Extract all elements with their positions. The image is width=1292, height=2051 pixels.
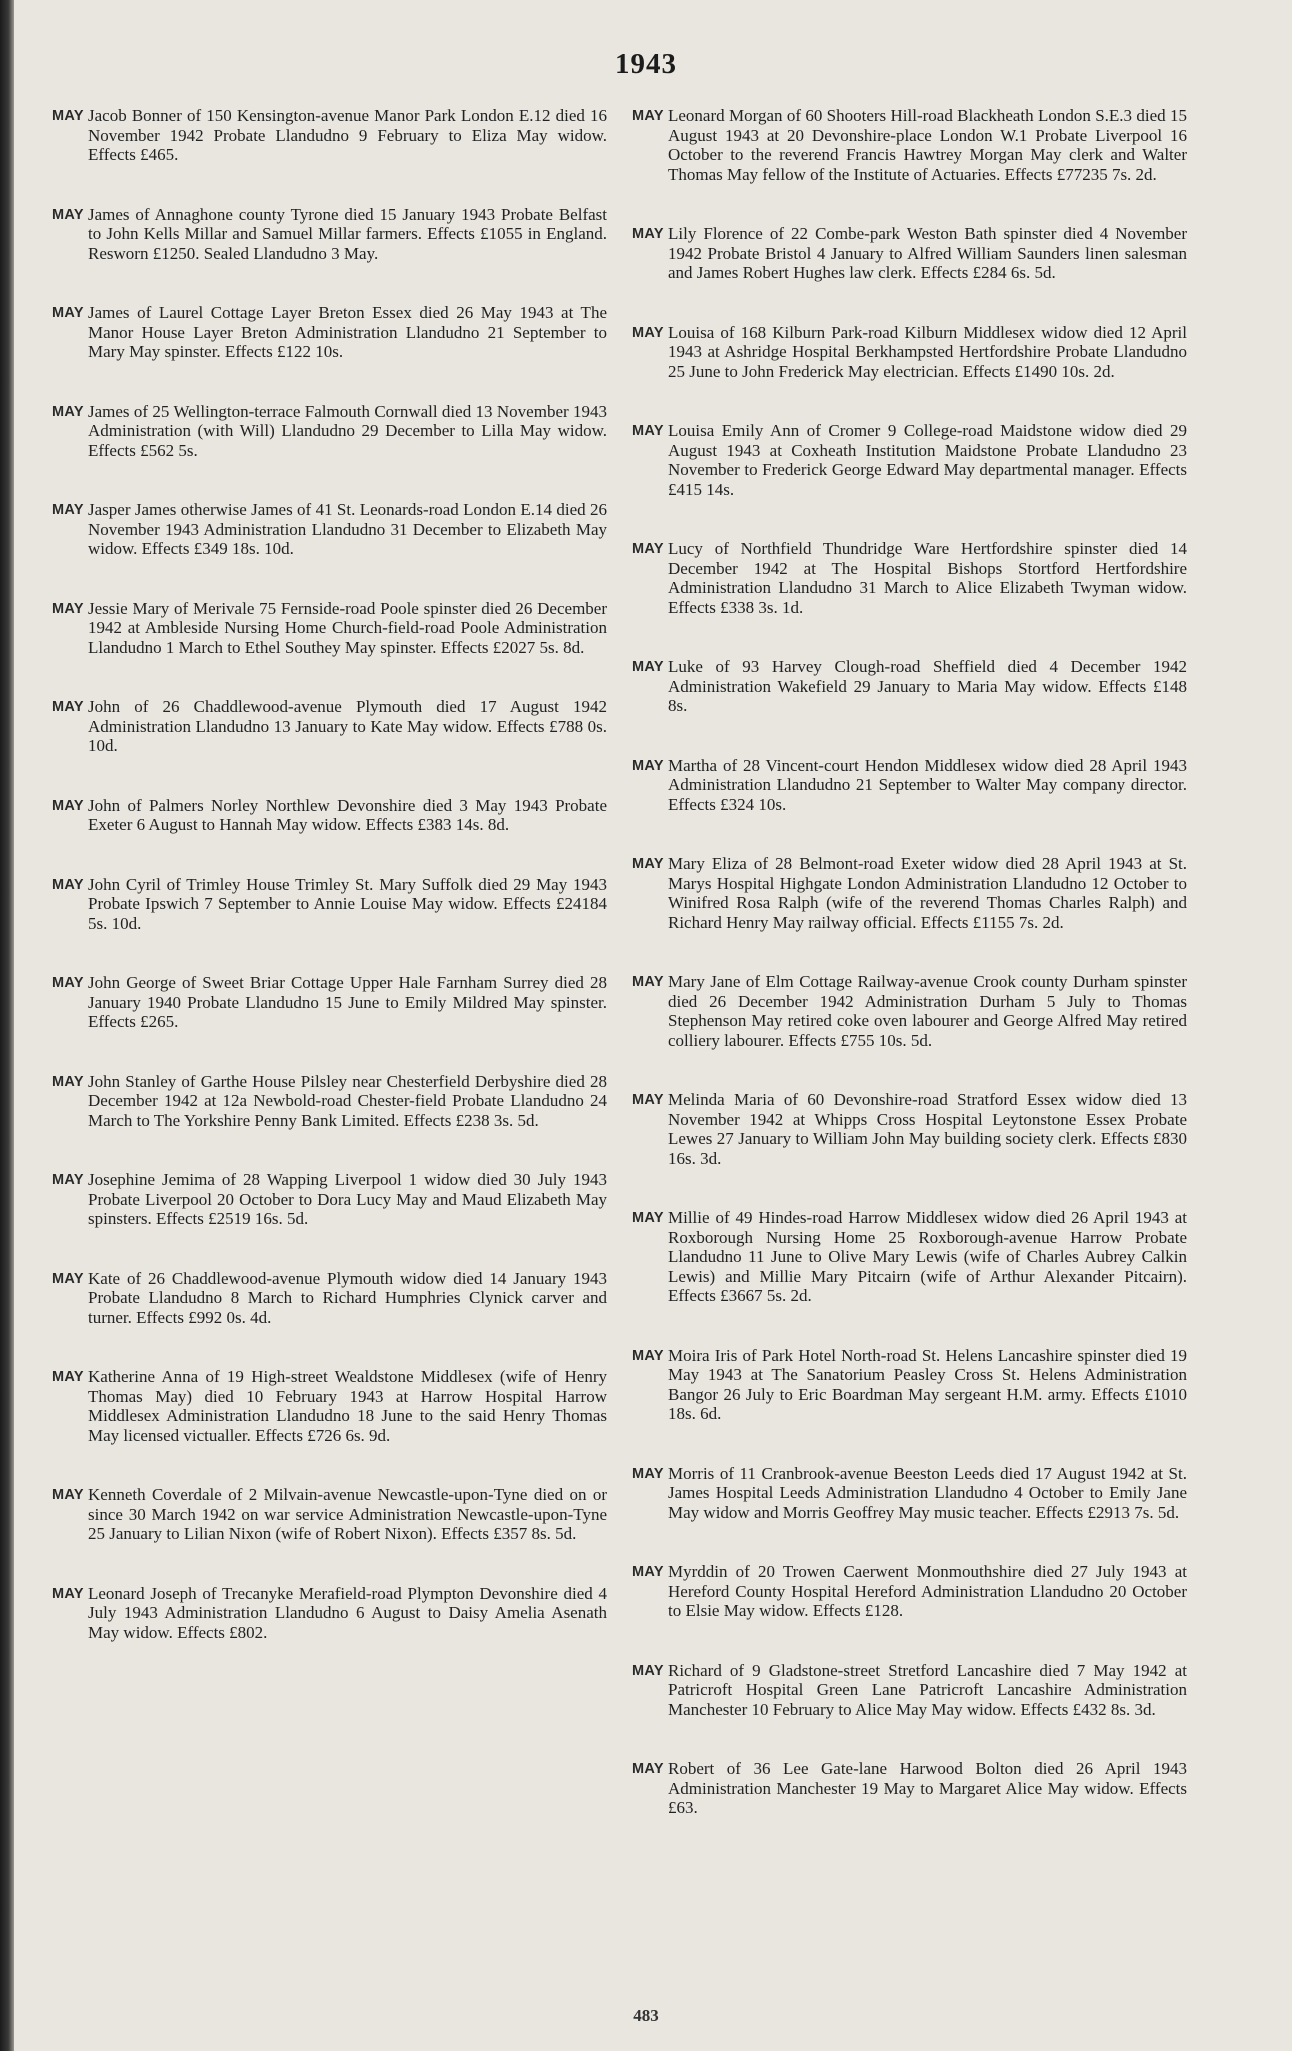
page-number: 483 (633, 2006, 659, 2025)
entry-surname: MAY (632, 1210, 664, 1226)
entry-text: Mary Jane of Elm Cottage Railway-avenue Crook county Durham spinster died 26 December 1942 Administration Durham 5 July to Thomas Stephenson May retired coke oven labourer and George Alfred May retired colliery labourer. Effects £755 10s. 5d. (668, 972, 1187, 1050)
list-item (52, 1170, 607, 1229)
list-item (632, 1562, 1187, 1621)
list-item (52, 1072, 607, 1131)
entry-surname: MAY (52, 502, 84, 518)
entry-text: John Stanley of Garthe House Pilsley near Chesterfield Derbyshire died 28 December 1942 at 12a Newbold-road Chester-field Probate Llandudno 24 March to The Yorkshire Penny Bank Limited. Effects £238 3s. 5d. (88, 1071, 607, 1130)
entry-text: Moira Iris of Park Hotel North-road St. Helens Lancashire spinster died 19 May 1943 at The Sanatorium Peasley Cross St. Helens Administration Bangor 26 July to Eric Boardman May sergeant H.M. army. Effects £1010 18s. 6d. (668, 1345, 1187, 1423)
list-item (52, 599, 607, 658)
entry-surname: MAY (632, 856, 664, 872)
entry-text: Josephine Jemima of 28 Wapping Liverpool 1 widow died 30 July 1943 Probate Liverpool 20 October to Dora Lucy May and Maud Elizabeth May spinsters. Effects £2519 16s. 5d. (88, 1170, 607, 1228)
entry-surname: MAY (632, 226, 664, 242)
entry-surname: MAY (52, 1585, 84, 1602)
list-item (52, 402, 607, 461)
entry-text: Jacob Bonner of 150 Kensington-avenue Manor Park London E.12 died 16 November 1942 Probate Llandudno 9 February to Eliza May widow. Effects £465. (88, 106, 607, 164)
book-spine-shadow (0, 0, 14, 2051)
list-item (632, 756, 1187, 815)
entry-text: Kenneth Coverdale of 2 Milvain-avenue Newcastle-upon-Tyne died on or since 30 March 1942 on war service Administration Newcastle-upon-Tyne 25 January to Lilian Nixon (wife of Robert Nixon). Effects £357 8s. 5d. (88, 1485, 607, 1543)
entry-text: John of Palmers Norley Northlew Devonshire died 3 May 1943 Probate Exeter 6 August to Hannah May widow. Effects £383 14s. 8d. (88, 795, 607, 834)
entry-surname: MAY (52, 600, 84, 617)
list-item (632, 421, 1187, 499)
entry-text: Jessie Mary of Merivale 75 Fernside-road Poole spinster died 26 December 1942 at Ambleside Nursing Home Church-field-road Poole Administration Llandudno 1 March to Ethel Southey May spinster. Effects £2027 5s. 8d. (88, 598, 607, 657)
right-column (632, 106, 1187, 1858)
entry-surname: MAY (632, 757, 664, 774)
list-item (52, 697, 607, 756)
list-item (52, 973, 607, 1032)
entry-surname: MAY (52, 1369, 84, 1385)
list-item (632, 106, 1187, 184)
entry-surname: MAY (52, 975, 84, 991)
list-item (632, 854, 1187, 932)
list-item (632, 972, 1187, 1050)
left-column (52, 106, 607, 1682)
entry-text: John Cyril of Trimley House Trimley St. Mary Suffolk died 29 May 1943 Probate Ipswich 7 September to Annie Louise May widow. Effects £24184 5s. 10d. (88, 874, 607, 933)
entry-surname: MAY (632, 1564, 664, 1580)
entry-surname: MAY (632, 659, 664, 675)
list-item (52, 1367, 607, 1445)
entry-surname: MAY (52, 305, 84, 321)
entry-text: Myrddin of 20 Trowen Caerwent Monmouthshire died 27 July 1943 at Hereford County Hospital Hereford Administration Llandudno 20 October to Elsie May widow. Effects £128. (668, 1562, 1187, 1620)
entry-text: Martha of 28 Vincent-court Hendon Middlesex widow died 28 April 1943 Administration Llandudno 21 September to Walter May company director. Effects £324 10s. (668, 755, 1187, 814)
list-item (632, 1090, 1187, 1168)
entry-surname: MAY (52, 206, 84, 223)
list-item (52, 205, 607, 264)
entry-surname: MAY (632, 423, 664, 439)
entry-text: Morris of 11 Cranbrook-avenue Beeston Leeds died 17 August 1942 at St. James Hospital Leeds Administration Llandudno 4 October to Emily Jane May widow and Morris Geoffrey May music teacher. Effects £2913 7s. 5d. (668, 1463, 1187, 1522)
entry-surname: MAY (632, 1761, 664, 1777)
list-item (52, 1584, 607, 1643)
entry-text: Jasper James otherwise James of 41 St. Leonards-road London E.14 died 26 November 1943 Administration Llandudno 31 December to Elizabeth May widow. Effects £349 18s. 10d. (88, 500, 607, 558)
list-item (632, 323, 1187, 382)
list-item (632, 1661, 1187, 1720)
list-item (632, 1464, 1187, 1523)
list-item (52, 796, 607, 835)
entry-surname: MAY (632, 1465, 664, 1482)
entry-surname: MAY (52, 108, 84, 124)
entry-text: Kate of 26 Chaddlewood-avenue Plymouth widow died 14 January 1943 Probate Llandudno 8 March to Richard Humphries Clynick carver and turner. Effects £992 0s. 4d. (88, 1268, 607, 1327)
list-item (632, 1346, 1187, 1424)
list-item (632, 539, 1187, 617)
entry-surname: MAY (52, 876, 84, 893)
entry-surname: MAY (632, 324, 664, 341)
page-year-heading: 1943 (615, 48, 677, 80)
entry-text: Richard of 9 Gladstone-street Stretford Lancashire died 7 May 1942 at Patricroft Hospital Green Lane Patricroft Lancashire Administration Manchester 10 February to Alice May May widow. Effects £432 8s. 3d. (668, 1660, 1187, 1719)
entry-text: Luke of 93 Harvey Clough-road Sheffield died 4 December 1942 Administration Wakefield 29 January to Maria May widow. Effects £148 8s. (668, 657, 1187, 715)
list-item (632, 657, 1187, 716)
entry-surname: MAY (52, 1487, 84, 1503)
entry-text: Millie of 49 Hindes-road Harrow Middlesex widow died 26 April 1943 at Roxborough Nursing Home 25 Roxborough-avenue Harrow Probate Llandudno 11 June to Olive Mary Lewis (wife of Charles Aubrey Calkin Lewis) and Millie Mary Pitcairn (wife of Arthur Alexander Pitcairn). Effects £3667 5s. 2d. (668, 1208, 1187, 1305)
list-item (52, 500, 607, 559)
entry-surname: MAY (632, 1347, 664, 1364)
list-item (52, 106, 607, 165)
entry-text: Leonard Joseph of Trecanyke Merafield-road Plympton Devonshire died 4 July 1943 Administration Llandudno 6 August to Daisy Amelia Asenath May widow. Effects £802. (88, 1583, 607, 1642)
entry-text: John George of Sweet Briar Cottage Upper Hale Farnham Surrey died 28 January 1940 Probate Llandudno 15 June to Emily Mildred May spinster. Effects £265. (88, 973, 607, 1031)
entry-surname: MAY (52, 797, 84, 814)
list-item (52, 303, 607, 362)
entry-text: Robert of 36 Lee Gate-lane Harwood Bolton died 26 April 1943 Administration Manchester 19 May to Margaret Alice May widow. Effects £63. (668, 1759, 1187, 1817)
entry-text: James of 25 Wellington-terrace Falmouth Cornwall died 13 November 1943 Administration (with Will) Llandudno 29 December to Lilla May widow. Effects £562 5s. (88, 401, 607, 460)
entry-text: John of 26 Chaddlewood-avenue Plymouth died 17 August 1942 Administration Llandudno 13 January to Kate May widow. Effects £788 0s. 10d. (88, 697, 607, 755)
entry-text: Lucy of Northfield Thundridge Ware Hertfordshire spinster died 14 December 1942 at The Hospital Bishops Stortford Hertfordshire Administration Llandudno 31 March to Alice Elizabeth Twyman widow. Effects £338 3s. 1d. (668, 539, 1187, 617)
entry-surname: MAY (632, 1662, 664, 1679)
entry-surname: MAY (52, 699, 84, 715)
list-item (52, 1269, 607, 1328)
entry-surname: MAY (632, 974, 664, 990)
entry-text: James of Annaghone county Tyrone died 15 January 1943 Probate Belfast to John Kells Millar and Samuel Millar farmers. Effects £1055 in England. Resworn £1250. Sealed Llandudno 3 May. (88, 204, 607, 263)
entry-surname: MAY (632, 541, 664, 557)
list-item (52, 1485, 607, 1544)
entry-surname: MAY (632, 108, 664, 124)
entry-text: Katherine Anna of 19 High-street Wealdstone Middlesex (wife of Henry Thomas May) died 10 February 1943 at Harrow Hospital Harrow Middlesex Administration Llandudno 18 June to the said Henry Thomas May licensed victualler. Effects £726 6s. 9d. (88, 1367, 607, 1445)
entry-text: Melinda Maria of 60 Devonshire-road Stratford Essex widow died 13 November 1942 at Whipps Cross Hospital Leytonstone Essex Probate Lewes 27 January to William John May building society clerk. Effects £830 16s. 3d. (668, 1090, 1187, 1168)
entry-text: Mary Eliza of 28 Belmont-road Exeter widow died 28 April 1943 at St. Marys Hospital Highgate London Administration Llandudno 12 October to Winifred Rosa Ralph (wife of the reverend Thomas Charles Ralph) and Richard Henry May railway official. Effects £1155 7s. 2d. (668, 854, 1187, 932)
list-item (52, 875, 607, 934)
entry-surname: MAY (52, 1172, 84, 1188)
list-item (632, 1208, 1187, 1306)
entry-text: Leonard Morgan of 60 Shooters Hill-road Blackheath London S.E.3 died 15 August 1943 at 20 Devonshire-place London W.1 Probate Liverpool 16 October to the reverend Francis Hawtrey Morgan May clerk and Walter Thomas May fellow of the Institute of Actuaries. Effects £77235 7s. 2d. (668, 106, 1187, 184)
list-item (632, 1759, 1187, 1818)
entry-text: Lily Florence of 22 Combe-park Weston Bath spinster died 4 November 1942 Probate Bristol 4 January to Alfred William Saunders linen salesman and James Robert Hughes law clerk. Effects £284 6s. 5d. (668, 224, 1187, 282)
entry-surname: MAY (52, 1073, 84, 1090)
entry-text: Louisa Emily Ann of Cromer 9 College-road Maidstone widow died 29 August 1943 at Coxheath Institution Maidstone Probate Llandudno 23 November to Frederick George Edward May departmental manager. Effects £415 14s. (668, 421, 1187, 499)
entry-surname: MAY (52, 1270, 84, 1287)
entry-surname: MAY (632, 1092, 664, 1108)
list-item (632, 224, 1187, 283)
entry-text: James of Laurel Cottage Layer Breton Essex died 26 May 1943 at The Manor House Layer Breton Administration Llandudno 21 September to Mary May spinster. Effects £122 10s. (88, 303, 607, 361)
entry-text: Louisa of 168 Kilburn Park-road Kilburn Middlesex widow died 12 April 1943 at Ashridge Hospital Berkhampsted Hertfordshire Probate Llandudno 25 June to John Frederick May electrician. Effects £1490 10s. 2d. (668, 322, 1187, 381)
entry-surname: MAY (52, 403, 84, 420)
